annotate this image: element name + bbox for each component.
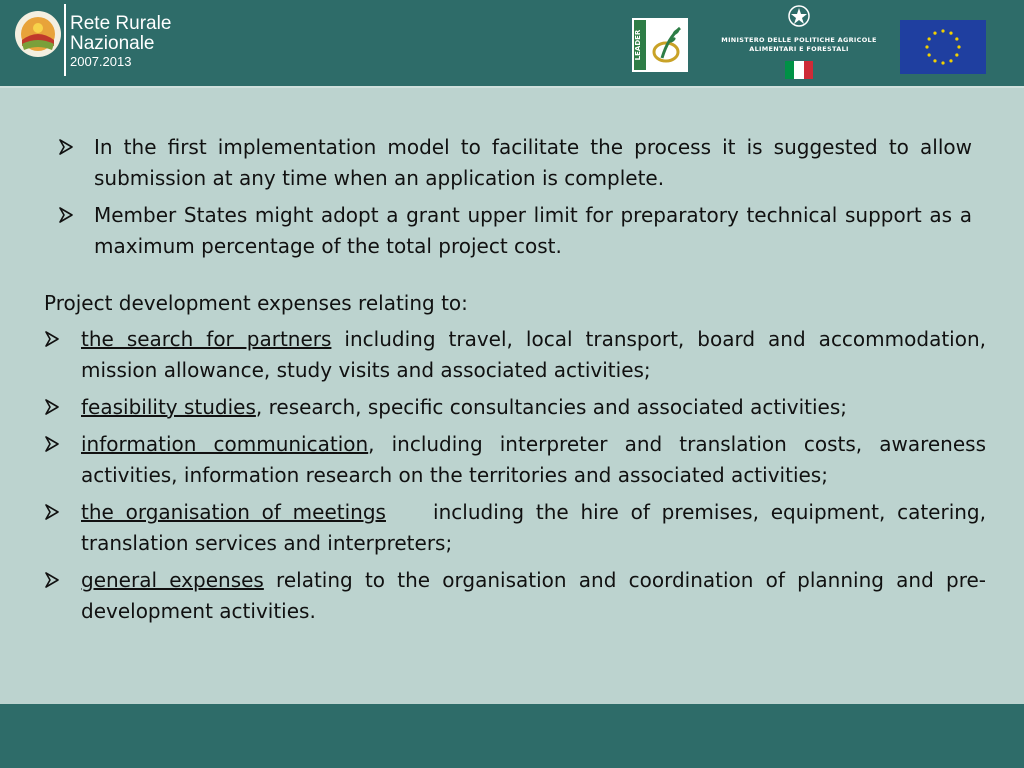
italian-flag-icon xyxy=(785,61,813,79)
expense-term: feasibility studies xyxy=(81,395,256,419)
eu-star-icon xyxy=(955,53,958,56)
expense-bullet-4 xyxy=(44,497,986,559)
ministry-name xyxy=(706,36,892,54)
eu-flag-icon xyxy=(900,20,986,74)
expense-description: relating to the organisation and coordination of planning and pre-development activities. xyxy=(81,568,986,623)
expense-bullet-2 xyxy=(44,392,986,423)
eu-star-icon xyxy=(949,59,952,62)
top-bullet-2 xyxy=(58,200,972,262)
italian-emblem-icon xyxy=(788,4,810,28)
expense-description: , research, specific consultancies and associated activities; xyxy=(255,395,847,419)
leader-logo-text: LEADER xyxy=(634,29,642,61)
ministry-logo xyxy=(706,4,892,80)
expense-description: including the hire of premises, equipment, catering, translation services and interpreters; xyxy=(81,500,986,555)
rete-rurale-logo-icon xyxy=(14,10,62,58)
expense-term: the organisation of meetings xyxy=(81,500,386,524)
eu-star-icon xyxy=(955,37,958,40)
arrow-bullet-icon xyxy=(58,139,74,155)
expense-term: information communication xyxy=(81,432,369,456)
eu-star-icon xyxy=(928,53,931,56)
arrow-bullet-icon xyxy=(44,331,60,347)
brand-divider xyxy=(64,4,66,76)
expense-bullet-5 xyxy=(44,565,986,627)
arrow-bullet-icon xyxy=(58,207,74,223)
expense-description: , including interpreter and translation costs, awareness activities, information research on the territories and associated activities; xyxy=(81,432,986,487)
expense-bullet-list xyxy=(44,324,986,633)
expense-term: general expenses xyxy=(81,568,264,592)
top-bullet-1 xyxy=(58,132,972,194)
arrow-bullet-icon xyxy=(44,436,60,452)
brand-line2: Nazionale xyxy=(70,33,155,54)
arrow-bullet-icon xyxy=(44,572,60,588)
eu-star-icon xyxy=(941,61,944,64)
eu-star-icon xyxy=(933,59,936,62)
header-bar xyxy=(0,0,1024,88)
ministry-line2: ALIMENTARI E FORESTALI xyxy=(749,45,849,53)
eu-star-icon xyxy=(925,45,928,48)
brand-years: 2007.2013 xyxy=(70,54,132,69)
ministry-line1: MINISTERO DELLE POLITICHE AGRICOLE xyxy=(721,36,877,44)
eu-star-icon xyxy=(949,32,952,35)
expense-term: the search for partners xyxy=(81,327,332,351)
eu-star-icon xyxy=(957,45,960,48)
brand-text xyxy=(70,14,171,70)
expense-description: including travel, local transport, board and accommodation, mission allowance, study visits and associated activities; xyxy=(81,327,986,382)
eu-star-icon xyxy=(933,32,936,35)
leader-logo-icon xyxy=(632,18,688,72)
eu-star-icon xyxy=(941,29,944,32)
top-bullet-list xyxy=(58,132,972,268)
slide-content xyxy=(0,88,1024,704)
lead-line: Project development expenses relating to: xyxy=(44,291,468,315)
arrow-bullet-icon xyxy=(44,504,60,520)
eu-star-icon xyxy=(928,37,931,40)
top-bullet-2-text: Member States might adopt a grant upper limit for preparatory technical support as a maximum percentage of the total project cost. xyxy=(94,203,972,258)
footer-bar xyxy=(0,704,1024,768)
expense-bullet-1 xyxy=(44,324,986,386)
expense-bullet-3 xyxy=(44,429,986,491)
brand-line1: Rete Rurale xyxy=(70,13,172,34)
top-bullet-1-text: In the first implementation model to facilitate the process it is suggested to allow submission at any time when an application is complete. xyxy=(94,135,972,190)
arrow-bullet-icon xyxy=(44,399,60,415)
